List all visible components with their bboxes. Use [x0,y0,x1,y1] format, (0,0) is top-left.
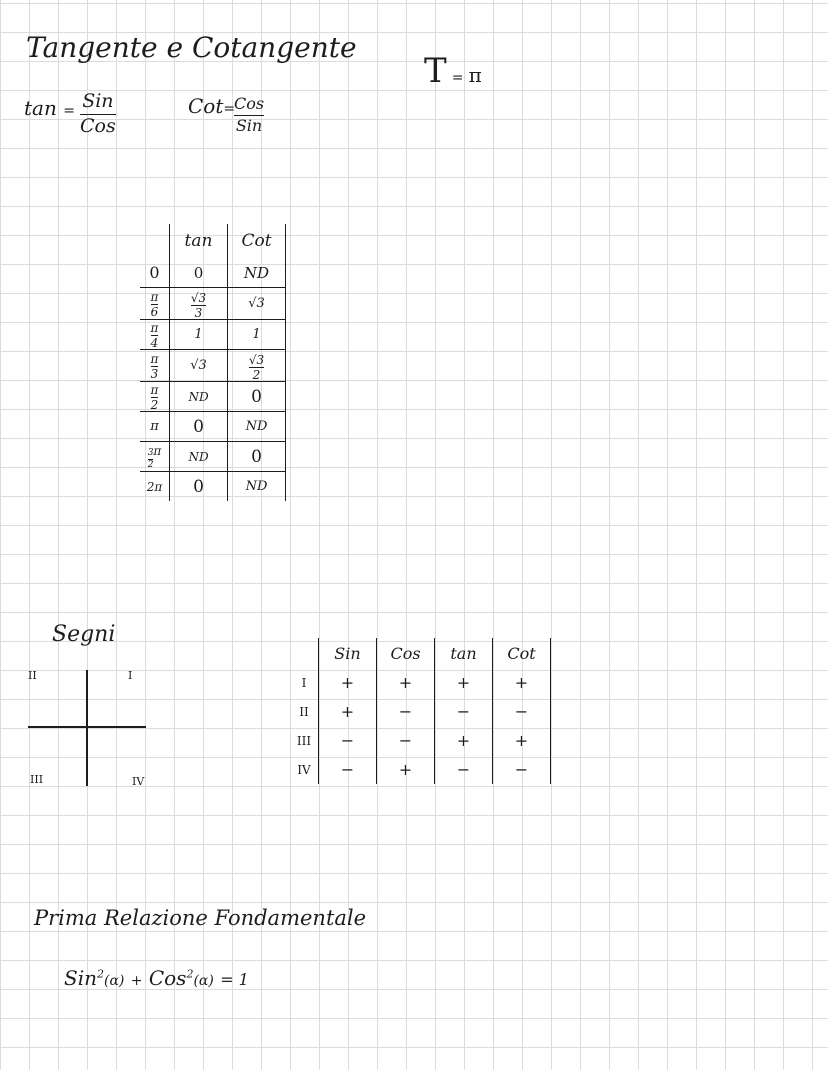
table-row [290,726,551,755]
tan-cell: ND [170,442,228,472]
cot-header: Cot [493,638,551,668]
table-row [290,755,551,784]
angle-cell [140,350,170,382]
angle-cell: 2π [140,472,170,502]
angle-suffix: π [153,443,162,458]
sign-cell: + [319,668,377,697]
sign-cell: − [435,697,493,726]
sign-cell: − [435,755,493,784]
table-row [140,350,286,382]
sign-cell: + [377,755,435,784]
angle-denominator: 6 [150,304,159,319]
tan-cell: 1 [170,320,228,350]
table-row [290,697,551,726]
table-header-row [290,638,551,668]
table-corner [140,224,170,258]
tan-def-numerator: Sin [82,90,114,112]
cot-denominator: 2 [252,368,261,382]
fundamental-title: Prima Relazione Fondamentale [34,906,367,930]
cot-cell: ND [228,258,286,288]
table-row [290,668,551,697]
angle-cell: π [140,412,170,442]
table-row [140,472,286,502]
sign-cell: + [319,697,377,726]
angle-numerator: π [150,320,159,335]
cot-def-numerator: Cos [234,94,265,113]
tan-def-left [24,98,75,118]
angle-cell [140,320,170,350]
table-corner [290,638,319,668]
cot-def-denominator: Sin [235,115,263,135]
angle-denominator: 3 [150,366,159,381]
formula-exponent: 2 [96,967,104,981]
sign-cell: + [493,726,551,755]
angle-numerator: π [150,289,159,304]
quadrant-label-iii: III [30,773,44,786]
angle-numerator: π [150,382,159,397]
cot-def-left [188,96,235,116]
tan-cell: ND [170,382,228,412]
trig-values-table [140,224,286,501]
angle-numerator: π [150,351,159,366]
tan-cell: 0 [170,472,228,502]
sign-cell: − [377,697,435,726]
horizontal-axis [28,726,146,728]
cot-cell [228,350,286,382]
period-symbol: T [424,51,447,91]
formula-exponent: 2 [186,967,194,981]
cot-def-equals: = [223,101,236,117]
sign-cell: − [319,726,377,755]
formula-equals: = 1 [220,970,249,989]
sign-cell: + [435,726,493,755]
cot-def-label: Cot [188,94,224,118]
vertical-axis [86,670,88,786]
table-header-row [140,224,286,258]
angle-denominator: 4 [150,335,159,350]
page-title: Tangente e Cotangente [26,31,357,64]
tan-numerator: √3 [190,291,207,305]
sign-cell: + [435,668,493,697]
table-row [140,288,286,320]
tan-header: tan [170,224,228,258]
table-row [140,442,286,472]
cot-def-fraction [234,96,264,135]
angle-denominator: 2 [150,397,159,412]
quadrant-cell: I [290,668,319,697]
cos-header: Cos [377,638,435,668]
angle-cell [140,442,170,472]
period-formula [424,51,482,91]
sign-cell: − [319,755,377,784]
table-row [140,382,286,412]
angle-cell [140,382,170,412]
cot-cell: ND [228,412,286,442]
angle-numerator: 3 [147,447,154,458]
cot-header: Cot [228,224,286,258]
quadrant-label-ii: II [28,669,37,682]
quadrant-label-i: I [128,669,133,682]
angle-cell [140,288,170,320]
quadrant-cell: III [290,726,319,755]
cot-cell: 0 [228,442,286,472]
sign-cell: + [493,668,551,697]
quadrant-cell: II [290,697,319,726]
signs-table [290,638,551,784]
signs-title: Segni [52,622,116,647]
cot-cell: √3 [228,288,286,320]
tan-def-label: tan [24,96,57,120]
quadrant-cell: IV [290,755,319,784]
angle-cell: 0 [140,258,170,288]
formula-arg: (α) [193,973,214,989]
sin-header: Sin [319,638,377,668]
formula-cos: Cos [148,966,187,990]
sign-cell: + [377,668,435,697]
tan-def-denominator: Cos [80,114,116,137]
period-equals: = [451,70,464,86]
angle-denominator: 2 [147,459,154,470]
sign-cell: − [493,697,551,726]
fundamental-formula [64,968,249,988]
formula-sin: Sin [64,966,97,990]
formula-arg: (α) [103,973,125,989]
cot-numerator: √3 [248,353,265,367]
tan-def-equals: = [63,103,75,119]
tan-cell: 0 [170,412,228,442]
cot-cell: ND [228,472,286,502]
tan-cell: 0 [170,258,228,288]
tan-cell [170,288,228,320]
quadrant-label-iv: IV [132,775,145,788]
cot-cell: 0 [228,382,286,412]
cot-cell: 1 [228,320,286,350]
tan-header: tan [435,638,493,668]
tan-denominator: 3 [194,306,203,320]
formula-plus: + [130,973,143,989]
table-row [140,412,286,442]
tan-def-fraction [80,92,116,137]
table-row [140,320,286,350]
tan-cell: √3 [170,350,228,382]
period-value: π [468,63,482,87]
sign-cell: − [493,755,551,784]
sign-cell: − [377,726,435,755]
table-row [140,258,286,288]
